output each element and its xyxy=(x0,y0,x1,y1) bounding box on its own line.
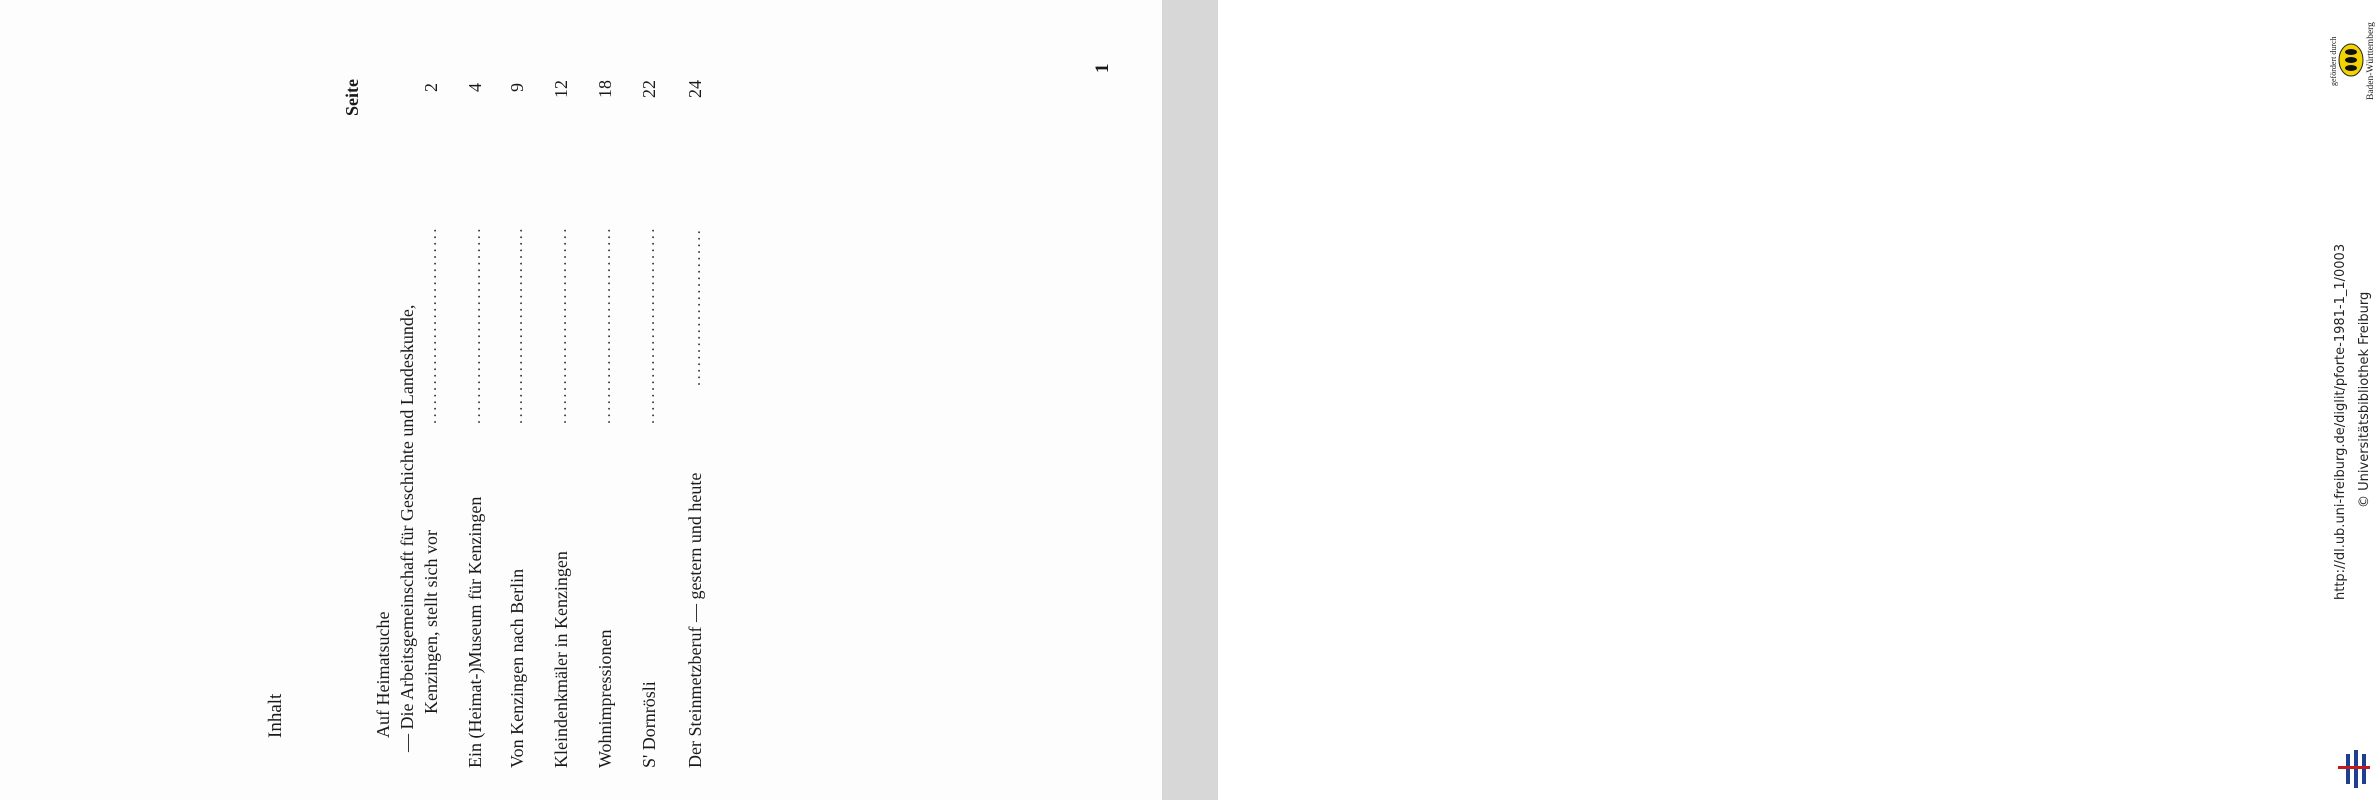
toc-entry-title: — Die Arbeitsgemeinschaft für Geschichte und Landeskunde, xyxy=(397,304,417,752)
sponsor-label: gefördert durch xyxy=(2329,36,2338,86)
toc-leader-dots: .............................. xyxy=(597,226,614,424)
toc-entry-page: 22 xyxy=(639,80,659,98)
page-title: Inhalt xyxy=(265,693,286,738)
toc-leader-dots: .............................. xyxy=(467,226,484,424)
page-number: 1 xyxy=(1092,63,1113,73)
toc-entry-title-continued: Kenzingen, stellt sich vor xyxy=(421,530,441,714)
ub-freiburg-logo-icon xyxy=(2332,748,2376,790)
toc-entry-page: 18 xyxy=(595,80,615,98)
toc-leader-dots: .............................. xyxy=(553,226,570,424)
toc-entry-page: 12 xyxy=(551,80,571,98)
toc-entry-page: 4 xyxy=(465,83,485,92)
baden-wuerttemberg-seal-icon xyxy=(2338,42,2364,78)
toc-entry-title: Der Steinmetzberuf — gestern und heute xyxy=(685,472,705,768)
sponsor-name: Baden-Württemberg xyxy=(2366,22,2376,100)
toc-leader-dots: ........................ xyxy=(687,227,704,386)
toc-heading: Auf Heimatsuche xyxy=(373,611,393,738)
toc-entry-title: Kleindenkmäler in Kenzingen xyxy=(551,551,571,768)
toc-leader-dots: .............................. xyxy=(509,226,526,424)
toc-leader-dots: .............................. xyxy=(423,226,440,424)
toc-entry-title: Von Kenzingen nach Berlin xyxy=(507,568,527,768)
toc-leader-dots: .............................. xyxy=(641,226,658,424)
page-column-header: Seite xyxy=(342,79,362,116)
toc-entry-title: Wohnimpressionen xyxy=(595,629,615,768)
copyright-notice: © Universitätsbibliothek Freiburg xyxy=(2357,291,2372,508)
scanned-page xyxy=(0,0,1162,800)
toc-entry-title: Ein (Heimat-)Museum für Kenzingen xyxy=(465,496,485,768)
toc-entry-page: 9 xyxy=(507,83,527,92)
document-url: http://dl.ub.uni-freiburg.de/diglit/pforte-1981-1_1/0003 xyxy=(2333,243,2348,600)
toc-entry-title: S' Dornrösli xyxy=(639,681,659,768)
toc-entry-page: 2 xyxy=(421,83,441,92)
sidebar xyxy=(1162,0,2376,800)
toc-entry-page: 24 xyxy=(685,80,705,98)
